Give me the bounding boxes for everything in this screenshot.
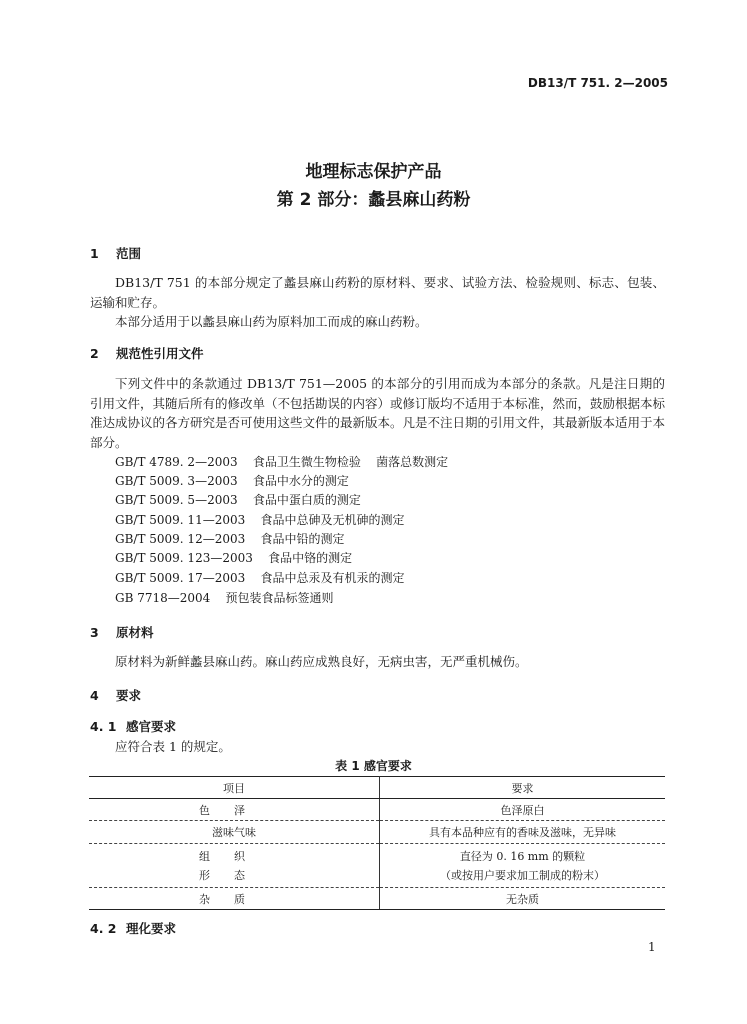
reference-item: GB/T 4789. 2—2003 食品卫生微生物检验 菌落总数测定 (115, 455, 449, 469)
section-number: 4. 2 (90, 921, 117, 936)
section-4-1-paragraph: 应符合表 1 的规定。 (115, 739, 231, 754)
section-2-paragraph-1: 下列文件中的条款通过 DB13/T 751—2005 的本部分的引用而成为本部分的条款。凡是注日期的引用文件，其随后所有的修改单（不包括勘误的内容）或修订版均不适用于本标准，然而，鼓励根据本标准达成协议的各方研究是否可使用这些文件的最新版本。凡是不注日期的引用文件，其最新版本适用于本部分。 (90, 376, 666, 450)
reference-item: GB/T 5009. 17—2003 食品中总汞及有机汞的测定 (115, 571, 405, 585)
section-number: 4. 1 (90, 719, 117, 734)
table-row (89, 844, 665, 888)
table-cell-requirement: 具有本品种应有的香味及滋味，无异味 (380, 821, 666, 844)
table-cell-item: 杂质 (89, 888, 380, 910)
table-row (89, 888, 665, 910)
requirement-line: （或按用户要求加工制成的粉末） (440, 868, 605, 882)
section-number: 4 (90, 688, 99, 703)
document-title: 地理标志保护产品 (305, 162, 442, 182)
section-number: 2 (90, 346, 99, 361)
section-4-heading (90, 686, 141, 704)
table-cell-item (89, 844, 380, 888)
section-3-paragraph-1: 原材料为新鲜蠡县麻山药。麻山药应成熟良好，无病虫害，无严重机械伤。 (115, 654, 528, 669)
table-header-cell: 项目 (89, 777, 380, 799)
item-line: 形态 (199, 868, 269, 882)
table-cell-item: 滋味气味 (89, 821, 380, 844)
page-number: 1 (648, 940, 656, 954)
table-cell-requirement: 色泽原白 (380, 799, 666, 821)
table-header-cell: 要求 (380, 777, 666, 799)
section-number: 3 (90, 625, 99, 640)
requirement-line: 直径为 0. 16 mm 的颗粒 (459, 849, 586, 863)
table-cell-item: 色泽 (89, 799, 380, 821)
reference-item: GB/T 5009. 12—2003 食品中铅的测定 (115, 532, 345, 546)
section-title: 感官要求 (126, 719, 177, 734)
table-row (89, 799, 665, 821)
reference-item: GB/T 5009. 11—2003 食品中总砷及无机砷的测定 (115, 513, 405, 527)
section-title: 规范性引用文件 (116, 346, 204, 361)
document-subtitle: 第 2 部分：蠡县麻山药粉 (276, 190, 471, 210)
reference-item: GB/T 5009. 123—2003 食品中铬的测定 (115, 551, 353, 565)
table-header-row (89, 777, 665, 799)
standard-code: DB13/T 751. 2—2005 (527, 76, 668, 90)
reference-item: GB/T 5009. 3—2003 食品中水分的测定 (115, 474, 349, 488)
section-3-heading (90, 623, 154, 641)
section-4-1-heading (90, 717, 176, 735)
table-caption: 表 1 感官要求 (335, 759, 412, 773)
table-cell-requirement (380, 844, 666, 888)
reference-item: GB/T 5009. 5—2003 食品中蛋白质的测定 (115, 493, 361, 507)
table-cell-requirement: 无杂质 (380, 888, 666, 910)
sensory-requirements-table (89, 776, 665, 910)
section-title: 要求 (116, 688, 142, 703)
section-4-2-heading (90, 919, 176, 937)
section-1-paragraph-2: 本部分适用于以蠡县麻山药为原料加工而成的麻山药粉。 (115, 314, 428, 329)
reference-item: GB 7718—2004 预包装食品标签通则 (115, 591, 334, 605)
item-line: 组织 (199, 849, 269, 863)
section-2-heading (90, 344, 204, 362)
section-number: 1 (90, 246, 99, 261)
section-1-heading (90, 244, 141, 262)
table-row (89, 821, 665, 844)
section-title: 理化要求 (126, 921, 177, 936)
section-1-paragraph-1: DB13/T 751 的本部分规定了蠡县麻山药粉的原材料、要求、试验方法、检验规则、标志、包装、运输和贮存。 (90, 275, 665, 310)
section-title: 原材料 (116, 625, 154, 640)
section-title: 范围 (116, 246, 142, 261)
